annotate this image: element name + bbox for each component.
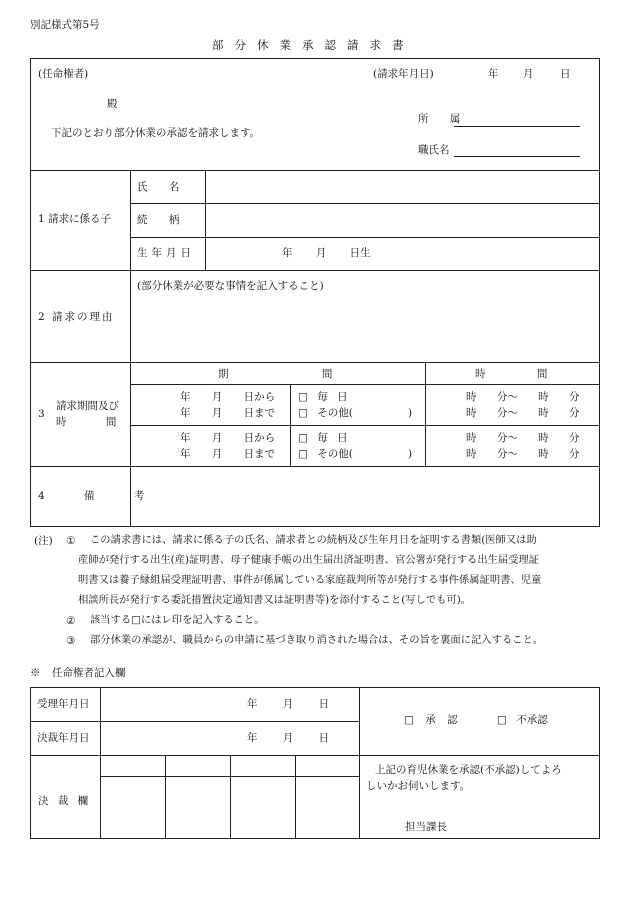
decided-date-label: 決裁年月日 — [37, 732, 90, 744]
request-date-year: 年 — [488, 68, 499, 80]
note1-line2: 産師が発行する出生(産)証明書、母子健康手帳の出生届出済証明書、官公署が発行する出生届受理証 — [78, 554, 540, 566]
decision-cell-3[interactable] — [231, 777, 294, 837]
period1-to[interactable]: 年 月 日まで — [180, 407, 276, 419]
notes-prefix: (注) — [34, 535, 53, 547]
note2-line1: 該当する□にはレ印を記入すること。 — [90, 614, 265, 626]
authority-heading: ※ 任命権者記入欄 — [30, 667, 126, 679]
child-relation-field[interactable] — [206, 204, 598, 236]
staff-name-label: 職氏名 — [418, 144, 450, 156]
period2-to[interactable]: 年 月 日まで — [180, 448, 276, 460]
request-date-month: 月 — [523, 68, 534, 80]
period1-time1[interactable]: 時 分〜 時 分 — [466, 391, 580, 403]
affiliation-label: 所 属 — [418, 113, 470, 125]
appointer-label: (任命権者) — [38, 68, 89, 80]
section2-label: 2 請求の理由 — [38, 311, 115, 323]
section3-label-line1: 請求期間及び — [56, 400, 119, 412]
page-title: 部分休業承認請求書 — [212, 38, 415, 52]
child-relation-label: 続 柄 — [137, 214, 189, 226]
decision-label: 決 裁 欄 — [38, 795, 89, 807]
note1-number: ① — [66, 535, 76, 547]
note3-line1: 部分休業の承認が、職員からの申請に基づき取り消された場合は、その旨を裏面に記入すること。 — [90, 634, 544, 646]
period2-other-checkbox[interactable]: □ その他( — [298, 448, 353, 460]
child-name-field[interactable] — [206, 171, 598, 202]
note2-number: ② — [66, 615, 76, 627]
remarks-field[interactable] — [131, 467, 598, 525]
period2-time2[interactable]: 時 分〜 時 分 — [466, 448, 580, 460]
note1-line4: 相談所長が発行する委託措置決定通知書又は証明書等)を添付すること(写しでも可)。 — [78, 594, 472, 606]
approve-checkbox[interactable]: □ 承 認 — [404, 714, 458, 726]
decision-cell-1[interactable] — [101, 777, 164, 837]
form-number: 別記様式第5号 — [30, 19, 100, 31]
period1-other-checkbox[interactable]: □ その他( — [298, 407, 353, 419]
decision-cell-2[interactable] — [166, 777, 229, 837]
approval-request-line2: しいかお伺いします。 — [366, 780, 471, 792]
period1-from[interactable]: 年 月 日から — [180, 391, 276, 403]
time-header: 時 間 — [475, 368, 548, 380]
manager-label: 担当課長 — [405, 821, 447, 833]
reason-field[interactable] — [131, 296, 598, 361]
request-date-day: 日 — [560, 68, 571, 80]
period1-everyday-checkbox[interactable]: □ 毎 日 — [298, 391, 348, 403]
section3-number: 3 — [38, 408, 45, 420]
note3-number: ③ — [66, 635, 76, 647]
received-date-label: 受理年月日 — [37, 698, 90, 710]
period2-time1[interactable]: 時 分〜 時 分 — [466, 432, 580, 444]
period1-other-close: ) — [408, 407, 413, 419]
section1-label: 1 請求に係る子 — [38, 213, 112, 225]
child-name-label: 氏 名 — [137, 181, 189, 193]
reject-checkbox[interactable]: □ 不承認 — [497, 714, 548, 726]
reason-hint: (部分休業が必要な事情を記入すること) — [137, 280, 324, 292]
period1-time2[interactable]: 時 分〜 時 分 — [466, 407, 580, 419]
section4-label: 4 備 考 — [38, 490, 145, 502]
section3-label-line2: 時 間 — [56, 416, 117, 428]
note1-line1: この請求書には、請求に係る子の氏名、請求者との続柄及び生年月日を証明する書類(医師又は助 — [90, 534, 537, 546]
period2-other-close: ) — [408, 448, 413, 460]
staff-name-field[interactable] — [454, 156, 580, 157]
intro-text: 下記のとおり部分休業の承認を請求します。 — [51, 127, 261, 139]
affiliation-field[interactable] — [454, 126, 580, 127]
period2-everyday-checkbox[interactable]: □ 毎 日 — [298, 432, 348, 444]
decision-cell-4[interactable] — [296, 777, 358, 837]
received-date-value[interactable]: 年 月 日 — [247, 698, 330, 710]
child-dob-label: 生年月日 — [137, 247, 195, 259]
approval-request-line1: 上記の育児休業を承認(不承認)してよろ — [375, 764, 562, 776]
period-header: 期 間 — [218, 368, 333, 380]
note1-line3: 明書又は養子縁組届受理証明書、事件が係属している家庭裁判所等が発行する事件係属証明書、児童 — [78, 574, 542, 586]
period2-from[interactable]: 年 月 日から — [180, 432, 276, 444]
addressee-suffix: 殿 — [107, 98, 118, 110]
child-dob-value[interactable]: 年 月 日生 — [282, 247, 371, 259]
decided-date-value[interactable]: 年 月 日 — [247, 732, 330, 744]
request-date-label: (請求年月日) — [373, 68, 434, 80]
